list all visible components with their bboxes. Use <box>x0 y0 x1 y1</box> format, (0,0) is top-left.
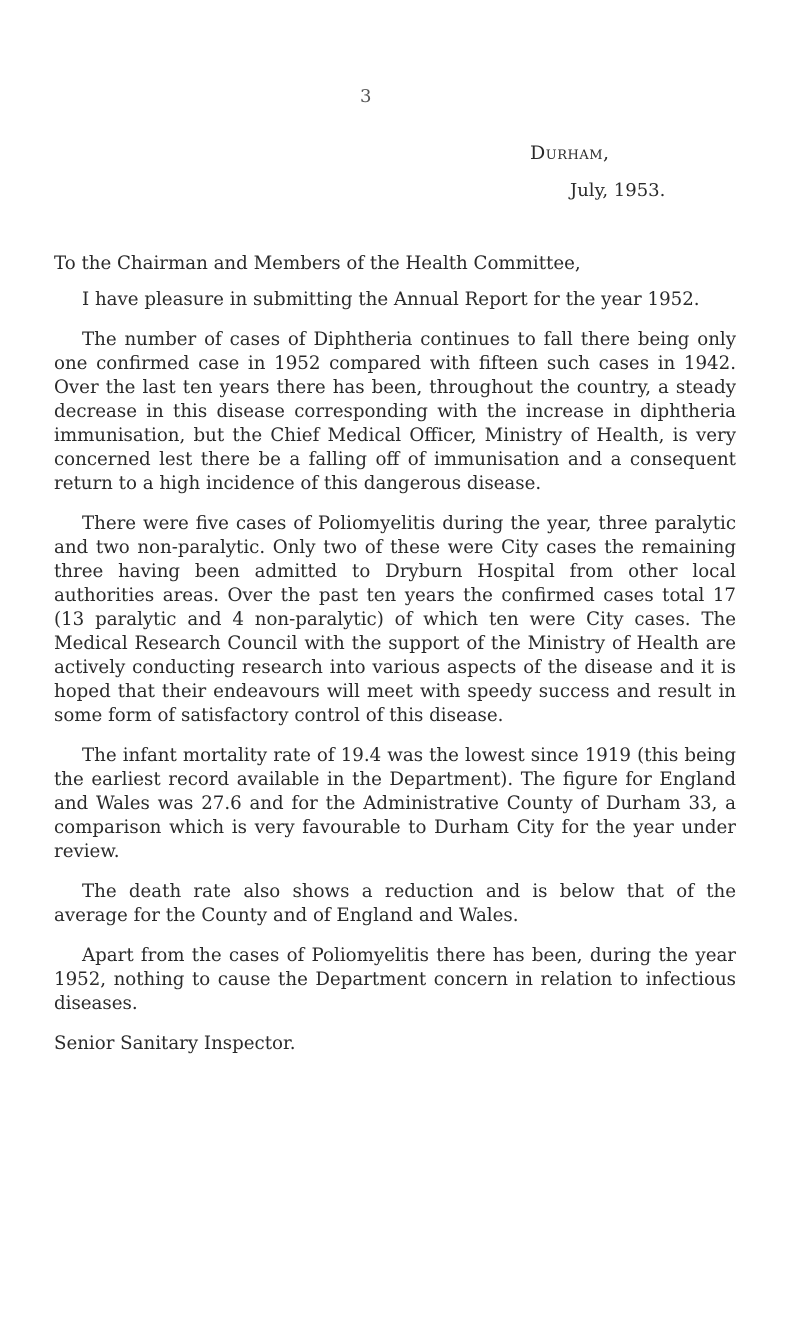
letter-date: July, 1953. <box>570 180 666 201</box>
letter-place-text: Durham, <box>530 142 610 164</box>
letter-body <box>54 252 736 1072</box>
letter-place <box>530 142 610 164</box>
paragraph-4: The infant mortality rate of 19.4 was the lowest since 1919 (this being the earliest record available in the Department). The figure for England and Wales was 27.6 and for the Administrative County of Durham 33, a comparison which is very favourable to Durham City for the year under review. <box>54 745 736 862</box>
paragraph-5: The death rate also shows a reduction and is below that of the average for the County and of England and Wales. <box>54 881 736 926</box>
page-number: 3 <box>360 86 372 107</box>
letter-closing: Senior Sanitary Inspector. <box>54 1033 296 1054</box>
paragraph-6: Apart from the cases of Poliomyelitis there has been, during the year 1952, nothing to cause the Department concern in relation to infectious diseases. <box>54 945 736 1014</box>
paragraph-3: There were five cases of Poliomyelitis during the year, three paralytic and two non-paralytic. Only two of these were City cases the remaining three having been admitted to Dryburn Hospital from other local authorities areas. Over the past ten years the confirmed cases total 17 (13 paralytic and 4 non-paralytic) of which ten were City cases. The Medical Research Council with the support of the Ministry of Health are actively conducting research into various aspects of the disease and it is hoped that their endeavours will meet with speedy success and result in some form of satisfactory control of this disease. <box>54 513 736 726</box>
paragraph-2: The number of cases of Diphtheria continues to fall there being only one confirmed case in 1952 compared with fifteen such cases in 1942. Over the last ten years there has been, throughout the country, a steady decrease in this disease corresponding with the increase in diphtheria immunisation, but the Chief Medical Officer, Ministry of Health, is very concerned lest there be a falling off of immunisation and a consequent return to a high incidence of this dangerous disease. <box>54 329 736 494</box>
letter-salutation: To the Chairman and Members of the Health Committee, <box>54 253 581 274</box>
paragraph-1: I have pleasure in submitting the Annual Report for the year 1952. <box>82 289 700 310</box>
